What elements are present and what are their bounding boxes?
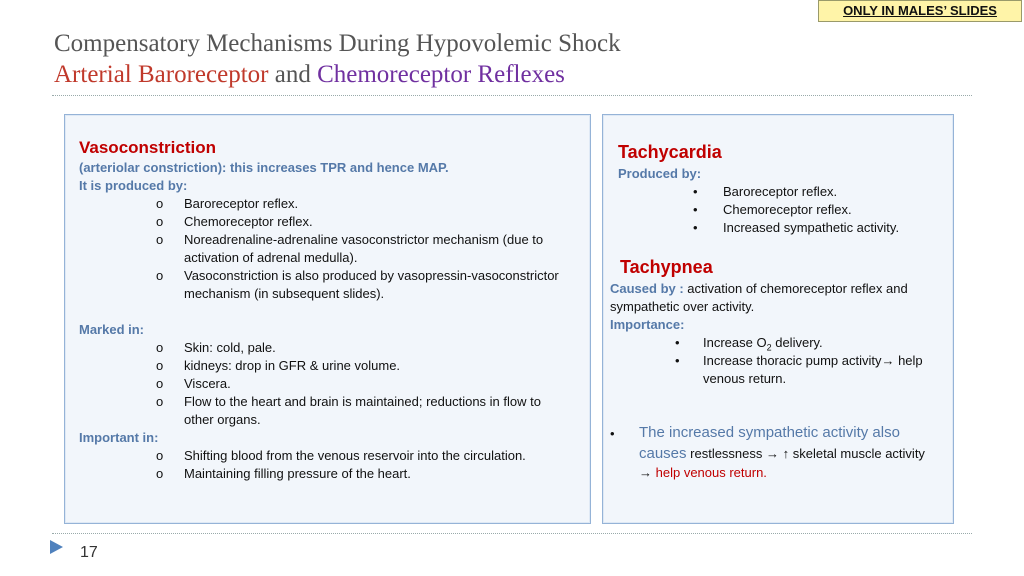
o2-rest: delivery.	[771, 335, 823, 350]
list-item: Chemoreceptor reflex.	[184, 214, 313, 229]
list-bullet: o	[156, 358, 164, 373]
list-bullet: o	[156, 394, 164, 409]
list-item: Increased sympathetic activity.	[723, 220, 900, 235]
list-item: Baroreceptor reflex.	[184, 196, 299, 211]
title-chemoreceptor: Chemoreceptor Reflexes	[317, 61, 565, 88]
marked-in-label: Marked in:	[79, 322, 145, 337]
vasoconstriction-heading: Vasoconstriction	[79, 138, 216, 157]
o2-subscript: 2	[766, 342, 772, 353]
list-bullet: o	[156, 268, 164, 283]
list-item: Baroreceptor reflex.	[723, 184, 838, 199]
final-line-1: The increased sympathetic activity also	[639, 424, 900, 441]
list-item: Skin: cold, pale.	[184, 340, 276, 355]
caused-by-text: activation of chemoreceptor reflex and	[687, 281, 908, 296]
importance-label: Importance:	[610, 317, 685, 332]
list-bullet: o	[156, 448, 164, 463]
list-bullet: •	[693, 220, 698, 235]
title-line-1: Compensatory Mechanisms During Hypovolemic Shock	[54, 30, 621, 57]
list-item: mechanism (in subsequent slides).	[184, 286, 385, 301]
list-bullet: •	[675, 335, 680, 350]
list-bullet: o	[156, 214, 164, 229]
caused-by-label: Caused by :	[610, 281, 688, 296]
final-causes: causes	[639, 445, 687, 462]
list-item: Vasoconstriction is also produced by vasopressin-vasoconstrictor	[184, 268, 559, 283]
list-bullet: •	[693, 184, 698, 199]
final-red-text: help venous return.	[655, 465, 767, 480]
final-rest: restlessness → ↑ skeletal muscle activity	[686, 446, 925, 461]
list-item: Flow to the heart and brain is maintained; reductions in flow to	[184, 394, 541, 409]
list-item: other organs.	[184, 412, 261, 427]
list-item: Shifting blood from the venous reservoir into the circulation.	[184, 448, 526, 463]
important-in-label: Important in:	[79, 430, 159, 445]
list-bullet: o	[156, 232, 164, 247]
final-line-2	[639, 445, 925, 463]
title-divider	[52, 95, 972, 96]
list-bullet: o	[156, 196, 164, 211]
list-item: activation of adrenal medulla).	[184, 250, 358, 265]
play-triangle-icon	[50, 540, 63, 554]
list-item: Increase thoracic pump activity→ help	[703, 353, 923, 368]
tachypnea-heading: Tachypnea	[620, 257, 713, 277]
list-bullet: o	[156, 466, 164, 481]
title-line-2	[54, 59, 621, 90]
list-item: Noreadrenaline-adrenaline vasoconstrictor mechanism (due to	[184, 232, 544, 247]
list-item: venous return.	[703, 371, 787, 386]
slide-title	[54, 28, 621, 90]
list-bullet: •	[610, 426, 615, 441]
list-bullet: •	[675, 353, 680, 368]
list-bullet: o	[156, 340, 164, 355]
final-line-3	[639, 464, 767, 482]
caused-by-line	[610, 280, 908, 298]
title-and: and	[268, 61, 318, 88]
vasoconstriction-sub2: It is produced by:	[79, 178, 188, 193]
caused-by-text-2: sympathetic over activity.	[610, 299, 755, 314]
list-bullet: •	[693, 202, 698, 217]
males-slides-badge: ONLY IN MALES’ SLIDES	[818, 0, 1022, 22]
list-item: kidneys: drop in GFR & urine volume.	[184, 358, 401, 373]
vasoconstriction-sub1: (arteriolar constriction): this increases TPR and hence MAP.	[79, 160, 449, 175]
final-arrow: →	[639, 465, 656, 480]
tachycardia-produced-by: Produced by:	[618, 166, 702, 181]
o2-text: Increase O	[703, 335, 767, 350]
footer-divider	[52, 533, 972, 534]
list-item: Chemoreceptor reflex.	[723, 202, 852, 217]
tachycardia-heading: Tachycardia	[618, 142, 722, 162]
title-baroreceptor: Arterial Baroreceptor	[54, 61, 269, 88]
list-bullet: o	[156, 376, 164, 391]
page-number: 17	[80, 544, 98, 561]
list-item: Viscera.	[184, 376, 231, 391]
list-item: Maintaining filling pressure of the heart.	[184, 466, 411, 481]
